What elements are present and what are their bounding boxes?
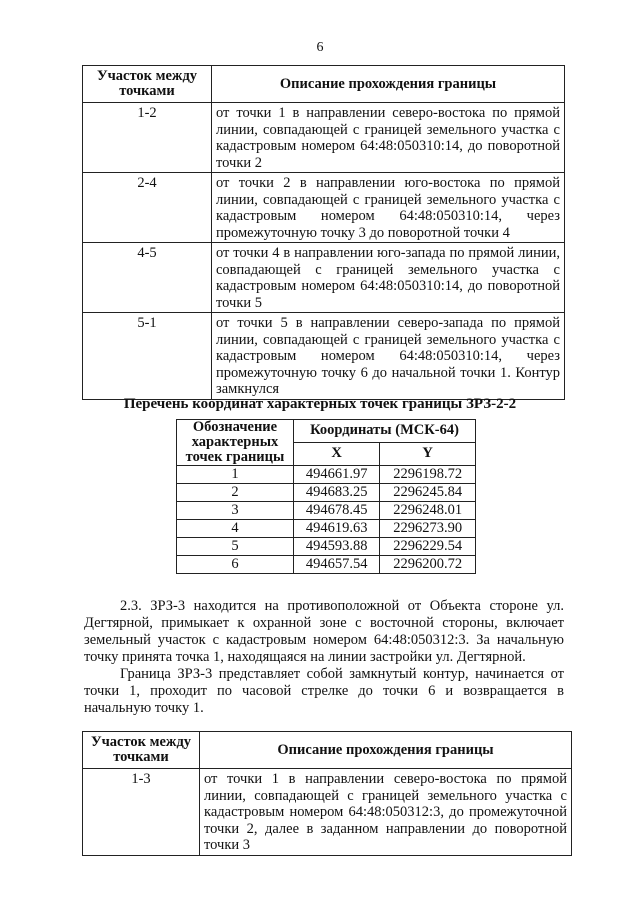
description-cell: от точки 2 в направлении юго-востока по прямой линии, совпадающей с границей земельного участка с кадастровым номером 64:48:050310:14, через промежуточную точку 3 до поворотной точки 4 — [212, 173, 565, 243]
table-row — [83, 173, 565, 243]
table-row — [177, 466, 476, 484]
description-cell: от точки 1 в направлении северо-востока по прямой линии, совпадающей с границей земельного участка с кадастровым номером 64:48:050312:3, до промежуточной точки 2, далее в заданном направлении до поворотной точки 3 — [200, 769, 572, 856]
table-row — [83, 313, 565, 400]
page-number: 6 — [316, 40, 324, 55]
description-cell: от точки 5 в направлении северо-запада по прямой линии, совпадающей с границей земельного участка с кадастровым номером 64:48:050310:14, через промежуточную точку 6 до начальной точки 1. Контур замкнулся — [212, 313, 565, 400]
table-header-row — [83, 66, 565, 103]
y-cell: 2296245.84 — [380, 484, 476, 502]
segment-cell: 4-5 — [83, 243, 212, 313]
x-cell: 494657.54 — [294, 556, 380, 574]
segment-column-header: Участок между точками — [83, 66, 212, 103]
point-cell: 4 — [177, 520, 294, 538]
segment-cell: 5-1 — [83, 313, 212, 400]
y-column-header: Y — [380, 443, 476, 466]
point-cell: 3 — [177, 502, 294, 520]
segment-cell: 1-2 — [83, 103, 212, 173]
point-column-header: Обозначение характерных точек границы — [177, 420, 294, 466]
table-row — [177, 520, 476, 538]
table-header-row — [177, 420, 476, 443]
y-cell: 2296273.90 — [380, 520, 476, 538]
boundary-table-zrz-2-2 — [82, 65, 565, 400]
x-cell: 494593.88 — [294, 538, 380, 556]
boundary-table-zrz-3 — [82, 731, 572, 856]
table-row — [177, 538, 476, 556]
table-row — [177, 556, 476, 574]
table-row — [83, 243, 565, 313]
segment-cell: 1-3 — [83, 769, 200, 856]
table-row — [83, 103, 565, 173]
coordinates-column-header: Координаты (МСК-64) — [294, 420, 476, 443]
segment-cell: 2-4 — [83, 173, 212, 243]
point-cell: 1 — [177, 466, 294, 484]
description-column-header: Описание прохождения границы — [200, 732, 572, 769]
x-cell: 494661.97 — [294, 466, 380, 484]
table-row — [177, 502, 476, 520]
point-cell: 5 — [177, 538, 294, 556]
x-cell: 494678.45 — [294, 502, 380, 520]
paragraph-zrz-3-contour: Граница ЗРЗ-3 представляет собой замкнутый контур, начинается от точки 1, проходит по часовой стрелке до точки 6 и возвращается в начальную точку 1. — [84, 666, 564, 716]
coordinates-heading: Перечень координат характерных точек границы ЗРЗ-2-2 — [123, 396, 517, 412]
x-cell: 494683.25 — [294, 484, 380, 502]
description-cell: от точки 4 в направлении юго-запада по прямой линии, совпадающей с границей земельного участка с кадастровым номером 64:48:050310:14, до поворотной точки 5 — [212, 243, 565, 313]
segment-column-header: Участок между точками — [83, 732, 200, 769]
y-cell: 2296198.72 — [380, 466, 476, 484]
description-column-header: Описание прохождения границы — [212, 66, 565, 103]
point-cell: 6 — [177, 556, 294, 574]
y-cell: 2296200.72 — [380, 556, 476, 574]
y-cell: 2296248.01 — [380, 502, 476, 520]
y-cell: 2296229.54 — [380, 538, 476, 556]
table-row — [177, 484, 476, 502]
table-row — [83, 769, 572, 856]
paragraph-zrz-3-location: 2.3. ЗРЗ-3 находится на противоположной от Объекта стороне ул. Дегтярной, примыкает к охранной зоне с восточной стороны, включает земельный участок с кадастровым номером 64:48:050312:3. За начальную точку принята точка 1, находящаяся на линии застройки ул. Дегтярной. — [84, 598, 564, 665]
x-cell: 494619.63 — [294, 520, 380, 538]
description-cell: от точки 1 в направлении северо-востока по прямой линии, совпадающей с границей земельного участка с кадастровым номером 64:48:050310:14, до поворотной точки 2 — [212, 103, 565, 173]
x-column-header: X — [294, 443, 380, 466]
point-cell: 2 — [177, 484, 294, 502]
table-header-row — [83, 732, 572, 769]
coordinates-table — [176, 419, 476, 574]
